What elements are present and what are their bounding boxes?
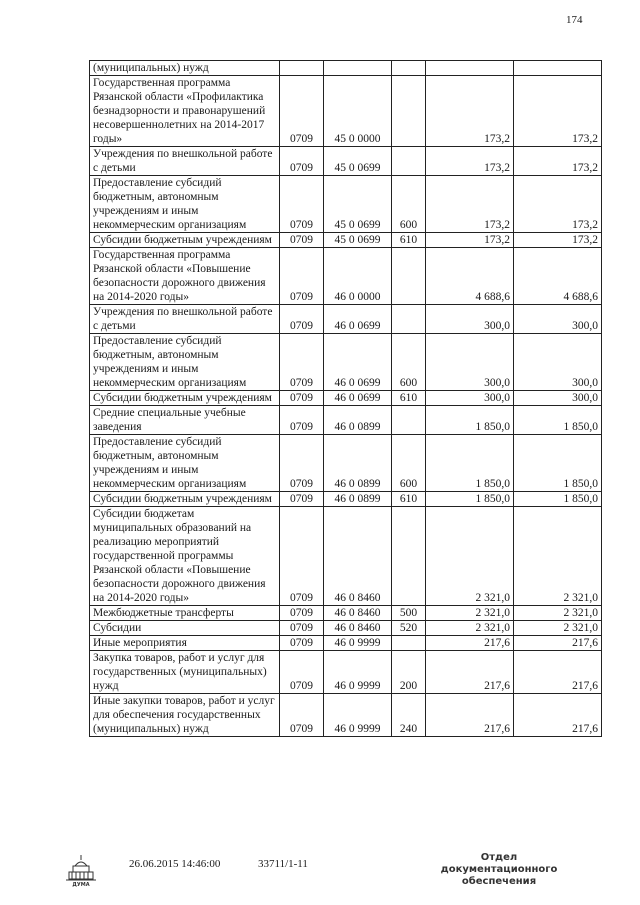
- row-expense-type: 520: [392, 621, 426, 636]
- budget-table-body: [90, 61, 602, 737]
- table-row: [90, 305, 602, 334]
- row-expense-type: 610: [392, 492, 426, 507]
- row-amount-2: 300,0: [514, 391, 602, 406]
- row-section-code: 0709: [280, 248, 324, 305]
- department-stamp-line1: Отдел документационного: [440, 852, 558, 875]
- row-name: Субсидии бюджетным учреждениям: [90, 391, 280, 406]
- row-amount-1: 2 321,0: [426, 507, 514, 606]
- row-amount-2: 4 688,6: [514, 248, 602, 305]
- row-amount-1: 217,6: [426, 694, 514, 737]
- row-target-code: 46 0 0000: [324, 248, 392, 305]
- page-number: 174: [566, 14, 583, 26]
- table-row: [90, 621, 602, 636]
- row-amount-2: 1 850,0: [514, 406, 602, 435]
- row-section-code: 0709: [280, 76, 324, 147]
- row-amount-1: [426, 61, 514, 76]
- row-name: Предоставление субсидий бюджетным, автономным учреждениям и иным некоммерческим организациям: [90, 176, 280, 233]
- row-expense-type: 610: [392, 233, 426, 248]
- row-section-code: 0709: [280, 406, 324, 435]
- footer-datetime: 26.06.2015 14:46:00: [129, 858, 221, 870]
- row-name: Учреждения по внешкольной работе с детьми: [90, 305, 280, 334]
- row-amount-1: 173,2: [426, 76, 514, 147]
- table-row: [90, 435, 602, 492]
- row-amount-2: 1 850,0: [514, 492, 602, 507]
- row-name: Закупка товаров, работ и услуг для государственных (муниципальных) нужд: [90, 651, 280, 694]
- table-row: [90, 61, 602, 76]
- row-amount-2: 173,2: [514, 147, 602, 176]
- row-amount-1: 173,2: [426, 176, 514, 233]
- duma-building-logo: [64, 852, 98, 888]
- row-expense-type: [392, 76, 426, 147]
- row-target-code: 45 0 0699: [324, 147, 392, 176]
- row-expense-type: [392, 406, 426, 435]
- row-amount-1: 217,6: [426, 651, 514, 694]
- row-amount-2: 2 321,0: [514, 621, 602, 636]
- row-expense-type: 600: [392, 176, 426, 233]
- row-name: Межбюджетные трансферты: [90, 606, 280, 621]
- row-amount-2: 300,0: [514, 334, 602, 391]
- row-amount-2: [514, 61, 602, 76]
- row-expense-type: 240: [392, 694, 426, 737]
- row-target-code: 46 0 0699: [324, 391, 392, 406]
- row-expense-type: [392, 636, 426, 651]
- svg-text:ДУМА: ДУМА: [72, 882, 90, 888]
- row-amount-2: 217,6: [514, 651, 602, 694]
- row-amount-2: 173,2: [514, 176, 602, 233]
- row-amount-1: 2 321,0: [426, 621, 514, 636]
- department-stamp-line2: обеспечения: [461, 876, 537, 887]
- row-amount-1: 173,2: [426, 147, 514, 176]
- row-amount-1: 2 321,0: [426, 606, 514, 621]
- row-target-code: 46 0 0699: [324, 305, 392, 334]
- row-target-code: 46 0 0699: [324, 334, 392, 391]
- row-section-code: 0709: [280, 636, 324, 651]
- table-row: [90, 606, 602, 621]
- row-name: Субсидии бюджетам муниципальных образований на реализацию мероприятий государственной программы Рязанской области «Повышение безопасности дорожного движения на 2014-2020 годы»: [90, 507, 280, 606]
- row-amount-2: 173,2: [514, 76, 602, 147]
- row-target-code: 45 0 0699: [324, 233, 392, 248]
- row-amount-2: 173,2: [514, 233, 602, 248]
- row-target-code: 45 0 0699: [324, 176, 392, 233]
- table-row: [90, 651, 602, 694]
- row-name: Предоставление субсидий бюджетным, автономным учреждениям и иным некоммерческим организациям: [90, 334, 280, 391]
- row-amount-1: 300,0: [426, 334, 514, 391]
- table-row: [90, 76, 602, 147]
- row-target-code: 46 0 0899: [324, 435, 392, 492]
- row-amount-2: 300,0: [514, 305, 602, 334]
- row-section-code: [280, 61, 324, 76]
- row-name: Государственная программа Рязанской области «Профилактика безнадзорности и правонарушений несовершеннолетних на 2014-2017 годы»: [90, 76, 280, 147]
- row-section-code: 0709: [280, 606, 324, 621]
- row-amount-2: 217,6: [514, 694, 602, 737]
- row-expense-type: 610: [392, 391, 426, 406]
- row-name: Субсидии: [90, 621, 280, 636]
- row-expense-type: 500: [392, 606, 426, 621]
- row-target-code: 46 0 0899: [324, 406, 392, 435]
- row-target-code: 46 0 0899: [324, 492, 392, 507]
- row-amount-1: 300,0: [426, 305, 514, 334]
- footer-doc-code: 33711/1-11: [258, 858, 308, 870]
- row-amount-1: 4 688,6: [426, 248, 514, 305]
- row-name: Предоставление субсидий бюджетным, автономным учреждениям и иным некоммерческим организациям: [90, 435, 280, 492]
- row-target-code: 46 0 8460: [324, 606, 392, 621]
- row-section-code: 0709: [280, 694, 324, 737]
- row-target-code: 46 0 8460: [324, 621, 392, 636]
- row-name: (муниципальных) нужд: [90, 61, 280, 76]
- row-section-code: 0709: [280, 507, 324, 606]
- table-row: [90, 147, 602, 176]
- table-row: [90, 233, 602, 248]
- row-section-code: 0709: [280, 651, 324, 694]
- row-section-code: 0709: [280, 435, 324, 492]
- table-row: [90, 406, 602, 435]
- row-amount-2: 2 321,0: [514, 507, 602, 606]
- row-target-code: 46 0 9999: [324, 651, 392, 694]
- table-row: [90, 248, 602, 305]
- row-amount-1: 1 850,0: [426, 406, 514, 435]
- row-amount-1: 1 850,0: [426, 435, 514, 492]
- row-name: Субсидии бюджетным учреждениям: [90, 233, 280, 248]
- row-section-code: 0709: [280, 492, 324, 507]
- row-expense-type: 600: [392, 435, 426, 492]
- row-section-code: 0709: [280, 305, 324, 334]
- row-target-code: [324, 61, 392, 76]
- row-target-code: 46 0 9999: [324, 636, 392, 651]
- row-target-code: 46 0 9999: [324, 694, 392, 737]
- row-expense-type: [392, 61, 426, 76]
- table-row: [90, 507, 602, 606]
- row-name: Субсидии бюджетным учреждениям: [90, 492, 280, 507]
- row-target-code: 46 0 8460: [324, 507, 392, 606]
- row-section-code: 0709: [280, 176, 324, 233]
- row-name: Иные мероприятия: [90, 636, 280, 651]
- table-row: [90, 492, 602, 507]
- table-row: [90, 694, 602, 737]
- row-amount-1: 217,6: [426, 636, 514, 651]
- budget-table: [89, 60, 602, 737]
- row-name: Государственная программа Рязанской области «Повышение безопасности дорожного движения на 2014-2020 годы»: [90, 248, 280, 305]
- row-section-code: 0709: [280, 391, 324, 406]
- row-amount-2: 1 850,0: [514, 435, 602, 492]
- row-amount-2: 2 321,0: [514, 606, 602, 621]
- table-row: [90, 391, 602, 406]
- table-row: [90, 636, 602, 651]
- row-section-code: 0709: [280, 621, 324, 636]
- row-name: Средние специальные учебные заведения: [90, 406, 280, 435]
- row-expense-type: 200: [392, 651, 426, 694]
- row-expense-type: 600: [392, 334, 426, 391]
- row-expense-type: [392, 507, 426, 606]
- row-target-code: 45 0 0000: [324, 76, 392, 147]
- row-amount-1: 173,2: [426, 233, 514, 248]
- row-expense-type: [392, 305, 426, 334]
- row-name: Иные закупки товаров, работ и услуг для обеспечения государственных (муниципальных) нужд: [90, 694, 280, 737]
- row-section-code: 0709: [280, 233, 324, 248]
- row-amount-2: 217,6: [514, 636, 602, 651]
- table-row: [90, 334, 602, 391]
- row-section-code: 0709: [280, 334, 324, 391]
- row-expense-type: [392, 147, 426, 176]
- row-expense-type: [392, 248, 426, 305]
- department-stamp: [424, 852, 574, 888]
- row-section-code: 0709: [280, 147, 324, 176]
- row-amount-1: 300,0: [426, 391, 514, 406]
- row-amount-1: 1 850,0: [426, 492, 514, 507]
- table-row: [90, 176, 602, 233]
- row-name: Учреждения по внешкольной работе с детьми: [90, 147, 280, 176]
